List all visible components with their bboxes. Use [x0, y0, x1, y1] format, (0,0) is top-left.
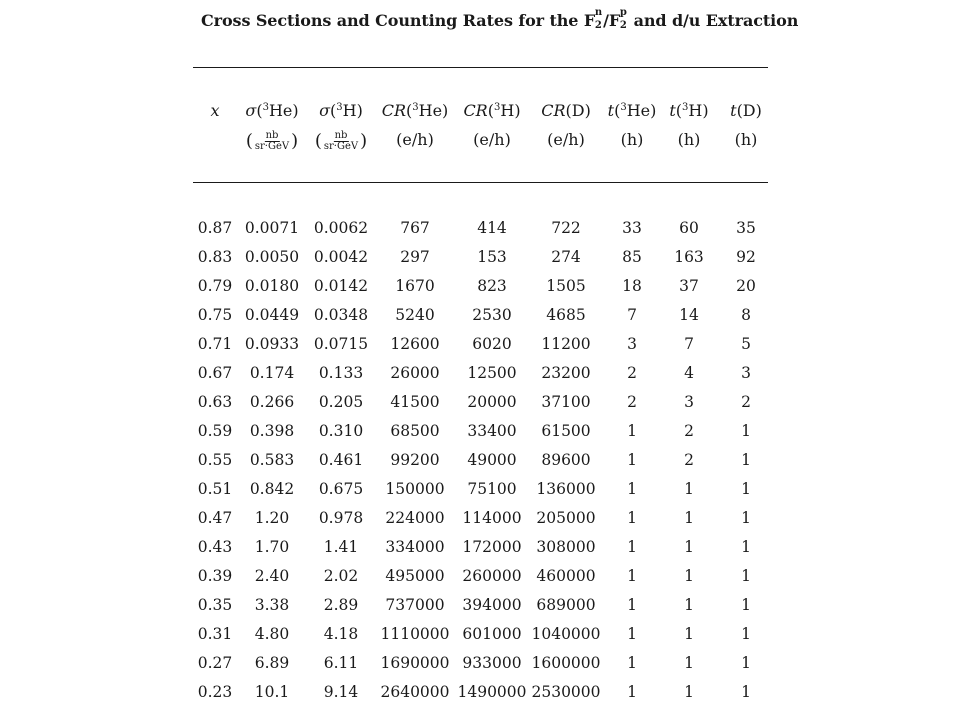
column-header	[319, 102, 363, 120]
table-cell: 1	[741, 683, 751, 701]
table-cell: 3	[684, 393, 694, 411]
table-cell: 260000	[462, 567, 522, 585]
unit-paren-close: )	[291, 130, 299, 152]
table-cell: 1	[684, 654, 694, 672]
table-cell: 7	[684, 335, 694, 353]
header-rule	[193, 182, 768, 183]
table-cell: 2530000	[531, 683, 601, 701]
column-header	[669, 102, 708, 120]
table-cell: 20	[736, 277, 756, 295]
table-cell: 0.31	[197, 625, 233, 643]
header-symbol: CR	[541, 101, 566, 120]
table-cell: 37	[679, 277, 699, 295]
table-cell: 4685	[546, 306, 586, 324]
table-cell: 99200	[390, 451, 440, 469]
table-cell: 1	[627, 683, 637, 701]
header-target: He)	[418, 101, 449, 120]
table-cell: 0.27	[197, 654, 233, 672]
unit-fraction	[254, 131, 290, 152]
unit-numerator: nb	[265, 130, 279, 141]
table-cell: 6020	[472, 335, 512, 353]
table-cell: 0.39	[197, 567, 233, 585]
table-cell: 114000	[462, 509, 522, 527]
table-cell: 136000	[536, 480, 596, 498]
table-cell: 85	[622, 248, 642, 266]
header-isotope-mass: 3	[412, 102, 419, 113]
header-symbol: t	[669, 101, 676, 120]
table-cell: 0.79	[197, 277, 233, 295]
table-cell: 1040000	[531, 625, 601, 643]
table-cell: 1.70	[254, 538, 290, 556]
table-cell: 172000	[462, 538, 522, 556]
table-cell: 0.0933	[244, 335, 300, 353]
table-cell: 23200	[541, 364, 591, 382]
header-symbol: t	[730, 101, 737, 120]
table-cell: 933000	[462, 654, 522, 672]
table-cell: 1	[684, 480, 694, 498]
table-cell: 2640000	[380, 683, 450, 701]
table-cell: 0.675	[318, 480, 364, 498]
table-cell: 2.40	[254, 567, 290, 585]
table-cell: 0.205	[318, 393, 364, 411]
table-cell: 0.0348	[313, 306, 369, 324]
table-cell: 0.0062	[313, 219, 369, 237]
table-cell: 2.02	[323, 567, 359, 585]
table-cell: 1	[684, 683, 694, 701]
table-cell: 0.310	[318, 422, 364, 440]
table-cell: 89600	[541, 451, 591, 469]
table-cell: 1	[684, 567, 694, 585]
header-isotope-mass: 3	[493, 102, 501, 113]
header-target: He)	[626, 101, 657, 120]
header-isotope-mass: 3	[336, 102, 343, 113]
table-cell: 1110000	[380, 625, 450, 643]
table-cell: 1	[741, 625, 751, 643]
table-cell: 0.0180	[244, 277, 300, 295]
header-target: H)	[500, 101, 521, 120]
table-cell: 14	[679, 306, 699, 324]
table-cell: 0.67	[197, 364, 233, 382]
unit-denominator: sr·GeV	[323, 141, 359, 152]
f2n-symbol: F n 2	[583, 7, 603, 31]
header-isotope-mass: 3	[262, 102, 269, 113]
table-cell: 5	[741, 335, 751, 353]
table-cell: 0.51	[197, 480, 233, 498]
header-target: H)	[688, 101, 709, 120]
table-cell: 460000	[536, 567, 596, 585]
table-cell: 1	[627, 654, 637, 672]
table-cell: 601000	[462, 625, 522, 643]
column-header	[245, 102, 298, 120]
header-isotope-mass: 3	[620, 102, 627, 113]
top-rule	[193, 67, 768, 68]
column-unit	[246, 131, 298, 152]
table-cell: 49000	[467, 451, 517, 469]
table-cell: 4	[684, 364, 694, 382]
table-cell: 1600000	[531, 654, 601, 672]
table-cell: 0.978	[318, 509, 364, 527]
table-cell: 1.20	[254, 509, 290, 527]
table-cell: 0.266	[249, 393, 295, 411]
table-cell: 1	[684, 509, 694, 527]
header-paren: (	[330, 101, 337, 120]
table-cell: 2	[684, 422, 694, 440]
table-cell: 2.89	[323, 596, 359, 614]
table-cell: 0.842	[249, 480, 295, 498]
table-cell: 6.89	[254, 654, 290, 672]
table-cell: 0.55	[197, 451, 233, 469]
table-cell: 0.87	[197, 219, 233, 237]
table-cell: 1	[627, 451, 637, 469]
column-unit: (e/h)	[396, 130, 434, 149]
header-symbol: t	[607, 101, 615, 120]
table-cell: 2530	[472, 306, 512, 324]
unit-paren-open: (	[245, 130, 253, 152]
table-cell: 1	[627, 422, 637, 440]
table-cell: 12500	[467, 364, 517, 382]
header-paren: (D)	[565, 101, 591, 120]
column-header	[608, 102, 657, 120]
table-cell: 224000	[385, 509, 445, 527]
table-cell: 0.59	[197, 422, 233, 440]
header-symbol: σ	[245, 101, 257, 120]
column-header	[463, 102, 520, 120]
table-cell: 1	[741, 567, 751, 585]
table-cell: 1505	[546, 277, 586, 295]
header-symbol: σ	[319, 101, 331, 120]
header-paren: (	[675, 101, 683, 120]
table-cell: 35	[736, 219, 756, 237]
unit-paren-close: )	[360, 130, 368, 152]
table-cell: 0.71	[197, 335, 233, 353]
column-header	[730, 102, 762, 120]
header-symbol: x	[210, 101, 220, 120]
column-header	[210, 102, 219, 120]
table-cell: 3.38	[254, 596, 290, 614]
column-unit: (e/h)	[473, 130, 511, 149]
f2p-symbol: F p 2	[608, 7, 627, 31]
table-cell: 1	[741, 538, 751, 556]
table-cell: 3	[627, 335, 637, 353]
table-cell: 1	[684, 538, 694, 556]
table-cell: 1670	[395, 277, 435, 295]
header-target: H)	[342, 101, 363, 120]
header-target: He)	[268, 101, 299, 120]
table-cell: 0.75	[197, 306, 233, 324]
table-title: Cross Sections and Counting Rates for the F n 2 /F p 2 and d/u Extraction	[201, 7, 799, 31]
unit-denominator: sr·GeV	[254, 141, 290, 152]
header-symbol: CR	[381, 101, 406, 120]
table-cell: 1	[684, 596, 694, 614]
table-cell: 1	[627, 625, 637, 643]
table-cell: 2	[627, 393, 637, 411]
table-cell: 75100	[467, 480, 517, 498]
header-paren: (	[614, 101, 621, 120]
table-cell: 1	[627, 509, 637, 527]
table-cell: 3	[741, 364, 751, 382]
table-cell: 1	[627, 480, 637, 498]
header-isotope-mass: 3	[682, 102, 689, 113]
table-cell: 205000	[536, 509, 596, 527]
table-cell: 26000	[390, 364, 440, 382]
header-paren: (D)	[736, 101, 762, 120]
title-prefix: Cross Sections and Counting Rates for the	[201, 11, 584, 30]
column-unit: (h)	[677, 130, 701, 149]
table-cell: 0.0050	[244, 248, 300, 266]
table-cell: 61500	[541, 422, 591, 440]
table-cell: 414	[477, 219, 507, 237]
table-cell: 1	[741, 451, 751, 469]
header-paren: (	[256, 101, 263, 120]
column-header	[541, 102, 591, 120]
table-cell: 1	[627, 567, 637, 585]
table-cell: 0.63	[197, 393, 233, 411]
table-cell: 2	[684, 451, 694, 469]
table-cell: 12600	[390, 335, 440, 353]
table-cell: 18	[622, 277, 642, 295]
header-paren: (	[406, 101, 413, 120]
table-cell: 2	[627, 364, 637, 382]
table-cell: 6.11	[323, 654, 359, 672]
table-cell: 1690000	[380, 654, 450, 672]
column-unit	[315, 131, 367, 152]
unit-numerator: nb	[334, 130, 348, 141]
table-cell: 767	[400, 219, 430, 237]
table-cell: 11200	[541, 335, 591, 353]
table-cell: 41500	[390, 393, 440, 411]
table-cell: 10.1	[254, 683, 290, 701]
table-cell: 8	[741, 306, 751, 324]
column-unit: (e/h)	[547, 130, 585, 149]
table-cell: 334000	[385, 538, 445, 556]
table-cell: 0.583	[249, 451, 295, 469]
table-cell: 1	[627, 596, 637, 614]
table-cell: 7	[627, 306, 637, 324]
table-cell: 308000	[536, 538, 596, 556]
column-unit: (h)	[734, 130, 758, 149]
table-cell: 0.461	[318, 451, 364, 469]
table-cell: 150000	[385, 480, 445, 498]
table-cell: 0.174	[249, 364, 295, 382]
table-cell: 0.0449	[244, 306, 300, 324]
table-cell: 0.35	[197, 596, 233, 614]
table-cell: 0.83	[197, 248, 233, 266]
table-cell: 297	[400, 248, 430, 266]
table-cell: 0.0042	[313, 248, 369, 266]
table-cell: 1	[741, 480, 751, 498]
table-cell: 394000	[462, 596, 522, 614]
table-cell: 0.0715	[313, 335, 369, 353]
table-cell: 1	[741, 422, 751, 440]
table-cell: 274	[551, 248, 581, 266]
table-cell: 60	[679, 219, 699, 237]
table-cell: 33	[622, 219, 642, 237]
table-cell: 1	[741, 509, 751, 527]
header-symbol: CR	[463, 101, 488, 120]
table-cell: 722	[551, 219, 581, 237]
table-cell: 1	[627, 538, 637, 556]
table-cell: 0.43	[197, 538, 233, 556]
unit-fraction	[323, 131, 359, 152]
table-cell: 2	[741, 393, 751, 411]
table-cell: 0.0142	[313, 277, 369, 295]
column-unit: (h)	[620, 130, 644, 149]
title-suffix: and d/u Extraction	[628, 11, 799, 30]
column-header	[382, 102, 449, 120]
table-cell: 20000	[467, 393, 517, 411]
table-cell: 0.398	[249, 422, 295, 440]
table-cell: 153	[477, 248, 507, 266]
table-cell: 1.41	[323, 538, 359, 556]
table-cell: 1	[741, 596, 751, 614]
table-cell: 0.0071	[244, 219, 300, 237]
table-cell: 0.23	[197, 683, 233, 701]
table-cell: 495000	[385, 567, 445, 585]
table-cell: 163	[674, 248, 704, 266]
unit-paren-open: (	[314, 130, 322, 152]
table-cell: 9.14	[323, 683, 359, 701]
table-cell: 823	[477, 277, 507, 295]
table-cell: 33400	[467, 422, 517, 440]
table-cell: 92	[736, 248, 756, 266]
table-cell: 689000	[536, 596, 596, 614]
table-cell: 4.18	[323, 625, 359, 643]
table-cell: 1490000	[457, 683, 527, 701]
header-paren: (	[487, 101, 494, 120]
table-cell: 4.80	[254, 625, 290, 643]
table-cell: 37100	[541, 393, 591, 411]
table-cell: 68500	[390, 422, 440, 440]
table-cell: 0.133	[318, 364, 364, 382]
table-cell: 737000	[385, 596, 445, 614]
table-cell: 0.47	[197, 509, 233, 527]
table-cell: 1	[741, 654, 751, 672]
table-cell: 1	[684, 625, 694, 643]
table-cell: 5240	[395, 306, 435, 324]
